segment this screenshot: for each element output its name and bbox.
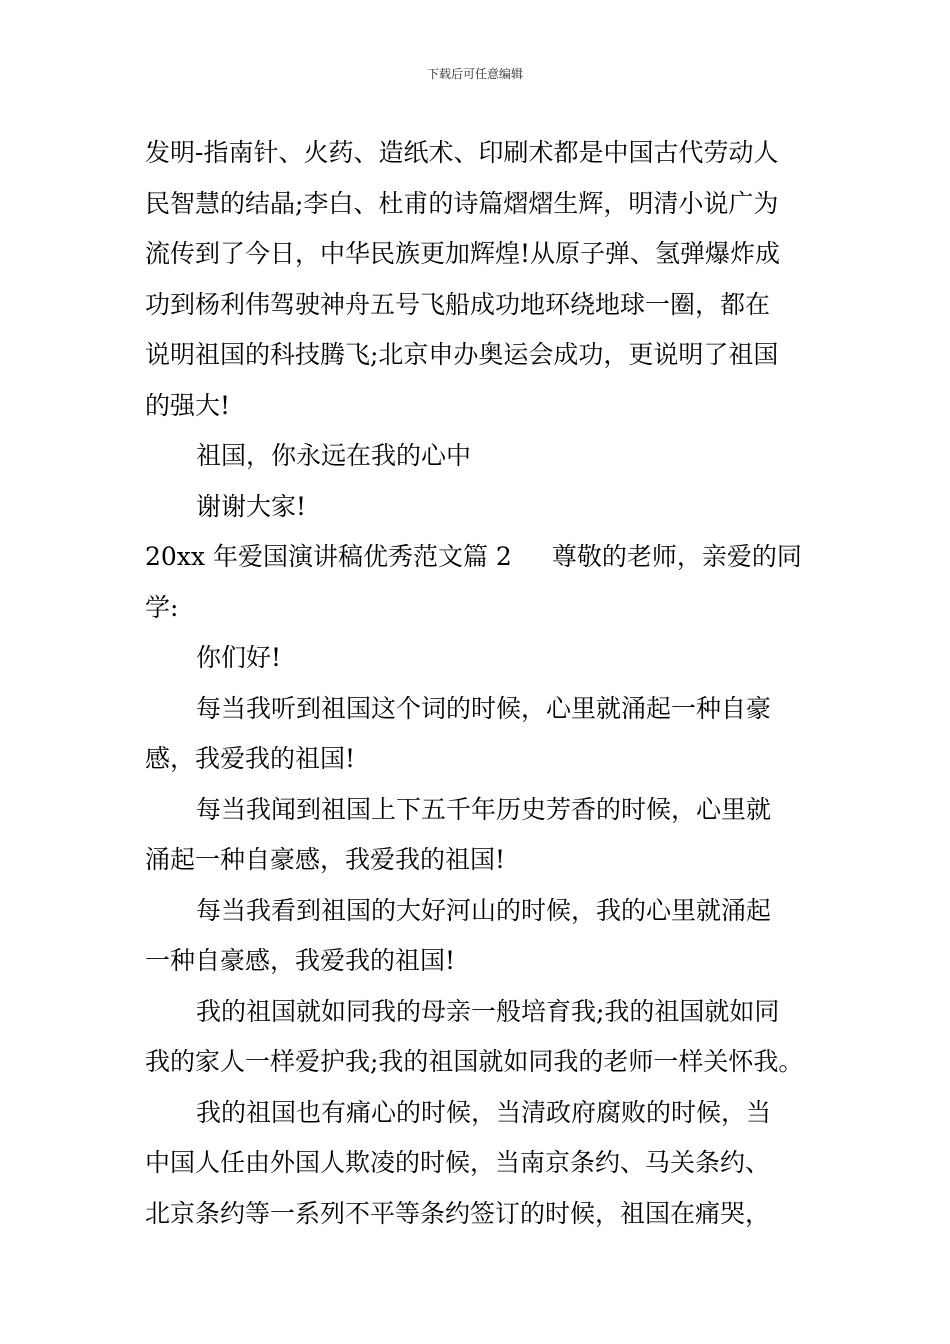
text-line: 学: (145, 592, 179, 622)
text-line: 说明祖国的科技腾飞;北京申办奥运会成功，更说明了祖国 (145, 340, 779, 369)
document-body (145, 128, 820, 1239)
text-line: 一种自豪感，我爱我的祖国! (145, 946, 456, 975)
salutation-start: 尊敬的老师，亲爱的同 (551, 542, 802, 571)
text-line: 民智慧的结晶;李白、杜甫的诗篇熠熠生辉，明清小说广为 (145, 188, 779, 218)
text-line: 流传到了今日，中华民族更加辉煌!从原子弹、氢弹爆炸成 (145, 239, 781, 268)
text-line: 发明-指南针、火药、造纸术、印刷术都是中国古代劳动人 (145, 138, 779, 167)
text-line: 每当我闻到祖国上下五千年历史芳香的时候，心里就 (196, 794, 772, 824)
text-line: 我的祖国也有痛心的时候，当清政府腐败的时候，当 (196, 1097, 772, 1127)
text-line: 祖国，你永远在我的心中 (196, 441, 472, 470)
text-line: 我的祖国就如同我的母亲一般培育我;我的祖国就如同 (196, 996, 780, 1026)
page-header-note: 下载后可任意编辑 (426, 67, 523, 81)
text-line: 每当我听到祖国这个词的时候，心里就涌起一种自豪 (196, 693, 772, 723)
text-line: 你们好! (196, 643, 282, 672)
text-line: 感，我爱我的祖国! (145, 744, 356, 773)
text-line: 我的家人一样爱护我;我的祖国就如同我的老师一样关怀我。 (145, 1047, 804, 1076)
text-line: 涌起一种自豪感，我爱我的祖国! (145, 845, 506, 874)
text-line: 功到杨利伟驾驶神舟五号飞船成功地环绕地球一圈，都在 (145, 289, 771, 319)
text-line: 每当我看到祖国的大好河山的时候，我的心里就涌起 (196, 895, 772, 925)
text-line: 中国人任由外国人欺凌的时候，当南京条约、马关条约、 (145, 1148, 771, 1177)
text-line: 的强大! (145, 390, 231, 420)
section-heading: 20xx 年爱国演讲稿优秀范文篇 2 (145, 542, 512, 571)
text-line: 北京条约等一系列不平等条约签订的时候，祖国在痛哭， (145, 1198, 771, 1228)
text-line: 谢谢大家! (196, 491, 307, 521)
section-heading-line (145, 532, 820, 583)
